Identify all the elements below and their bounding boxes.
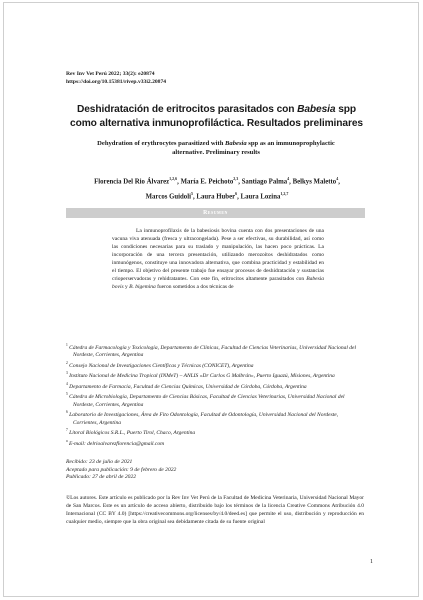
affiliation-item xyxy=(66,438,364,448)
affiliations-list xyxy=(66,342,364,448)
affiliation-text: Consejo Nacional de Investigaciones Científicas y Técnicas (CONICET), Argentina xyxy=(69,362,254,369)
author-separator: , xyxy=(289,178,293,186)
affiliation-marker: 5 xyxy=(66,392,68,397)
affiliation-item xyxy=(66,381,364,391)
title-es-text-2: spp como alternativa inmunoprofiláctica. Resultados preliminares xyxy=(70,104,363,129)
affiliation-marker: 6 xyxy=(66,410,68,415)
author-separator: , xyxy=(238,178,242,186)
author-separator: , xyxy=(193,193,197,201)
license-notice: ©Los autores. Este artículo es publicado por la Rev Inv Vet Perú de la Facultad de Medicina Veterinaria, Universidad Nacional Mayor de San Marcos. Este es un artículo de acceso abierto, distribuido bajo los términos de la licencia Creative Commons Atribución 4.0 Internacional (CC BY 4.0) [https://creativecommons.org/licenses/by/4.0/deed.es] que permite el uso, distribución y reproducción en cualquier medio, siempre que la obra original sea debidamente citada de su fuente original xyxy=(66,495,364,526)
author-affiliation-marker: 4 xyxy=(287,176,290,181)
abstract xyxy=(112,227,324,291)
title-en-italic: Babesia xyxy=(225,140,247,147)
article-title-spanish xyxy=(64,103,369,130)
author-affiliation-marker: 4 xyxy=(336,176,339,181)
date-received: Recibido: 23 de julio de 2021 xyxy=(66,459,133,465)
author-separator: , xyxy=(237,193,241,201)
author-affiliation-marker: 1,2,6 xyxy=(169,176,178,181)
affiliation-text: Instituto Nacional de Medicina Tropical (INMeT) – ANLIS «Dr Carlos G Malbrán», Puerto Iguazú, Misiones, Argentina xyxy=(69,373,335,380)
author-separator: , xyxy=(338,178,340,186)
date-published: Publicado: 27 de abril de 2022 xyxy=(66,474,137,481)
resumen-heading-text: Resumen xyxy=(203,210,228,216)
author-list xyxy=(86,173,348,204)
paper-page xyxy=(3,2,419,597)
abstract-italic-2: B. bigemina xyxy=(129,284,156,291)
affiliation-marker: a xyxy=(66,438,68,443)
title-en-text-2: spp as an immunoprophylactic alternative. Preliminary results xyxy=(172,140,335,156)
date-accepted: Aceptado para publicación: 9 de febrero de 2022 xyxy=(66,466,177,473)
affiliation-text: Litoral Biológicos S.R.L., Puerto Tirol, Chaco, Argentina xyxy=(69,430,196,437)
title-es-text-1: Deshidratación de eritrocitos parasitados con xyxy=(76,104,298,115)
author-name: Laura Lozina xyxy=(240,193,281,201)
affiliation-text: Cátedra de Farmacología y Toxicología, Departamento de Clínicas, Facultad de Ciencias Veterinarias, Universidad Nacional del Nordeste, Corrientes, Argentina xyxy=(69,344,357,359)
affiliation-marker: 7 xyxy=(66,428,68,433)
journal-citation: Rev Inv Vet Perú 2022; 33(2): e20874 xyxy=(66,71,155,77)
affiliation-item xyxy=(66,409,364,427)
title-es-italic: Babesia xyxy=(297,104,336,115)
author-affiliation-marker: 5 xyxy=(191,191,193,197)
affiliation-text: E-mail: delrioalvarezflorencia@gmail.com xyxy=(68,440,165,447)
affiliation-marker: 2 xyxy=(66,361,68,366)
abstract-text-3: fueron sometidos a dos técnicas de xyxy=(155,284,234,291)
publication-dates xyxy=(66,459,176,482)
author-name: Belkys Maletto xyxy=(292,178,337,186)
author-affiliation-marker: 2,3 xyxy=(233,176,239,181)
author-affiliation-marker: 1,2,7 xyxy=(280,191,289,197)
affiliation-item xyxy=(66,360,364,370)
affiliation-marker: 4 xyxy=(66,381,68,386)
author-name: Santiago Palma xyxy=(241,178,288,186)
affiliation-text: Cátedra de Microbiología, Departamento de Ciencias Básicas, Facultad de Ciencias Veterinarias, Universidad Nacional del Nordeste, Corrientes, Argentina xyxy=(69,394,345,408)
author-name: Laura Huber xyxy=(196,193,236,201)
affiliation-marker: 3 xyxy=(66,371,68,376)
title-en-text-1: Dehydration of erythrocytes parasitized with xyxy=(97,140,226,147)
abstract-text-1: La inmunoprofilaxis de la babesiosis bovina cuenta con dos presentaciones de una vacuna viva atenuada (fresca y ultracongelada). Pese a ser efectivas, su durabilidad, así como las condiciones necesarias para su traslado y manipulación, las hacen poco prácticas. La incorporación de una tercera presentación, utilizando merozoítos deshidratados como inmunógenos, constituye una innovadora alternativa, que combina practicidad y estabilidad en el tiempo. El objetivo del presente trabajo fue ensayar procesos de deshidratación y sustancias crioperservadoras y rehidratantes. Con este fin, eritrocitos altamente parasitados con xyxy=(112,228,324,283)
author-separator: , xyxy=(177,178,181,186)
abstract-italic-1: Babesia bovis xyxy=(112,276,324,291)
author-name: Florencia Del Rio Álvarez xyxy=(94,178,170,186)
affiliation-marker: 1 xyxy=(66,343,68,347)
affiliation-item xyxy=(66,342,364,360)
affiliation-text: Departamento de Farmacia, Facultad de Ciencias Químicas, Universidad de Córdoba, Córdoba, Argentina xyxy=(69,383,307,390)
affiliation-item xyxy=(66,391,364,409)
journal-doi[interactable]: https://doi.org/10.15381/rivep.v33i2.20874 xyxy=(66,79,167,86)
abstract-paragraph xyxy=(112,227,324,291)
author-name: María E. Peichoto xyxy=(180,178,234,186)
affiliation-text: Laboratorio de Investigaciones, Área de Fito Odontología, Facultad de Odontología, Universidad Nacional del Nordeste, Corrientes, Argentina xyxy=(69,412,339,426)
abstract-text-2: y xyxy=(123,284,130,291)
author-affiliation-marker: 6 xyxy=(235,191,238,197)
author-name: Marcos Guidoli xyxy=(145,193,191,201)
affiliation-item xyxy=(66,427,364,437)
article-title-english xyxy=(82,139,350,157)
affiliation-item xyxy=(66,370,364,380)
resumen-heading xyxy=(66,208,365,218)
page-number: 1 xyxy=(370,559,373,565)
journal-header xyxy=(66,70,166,86)
